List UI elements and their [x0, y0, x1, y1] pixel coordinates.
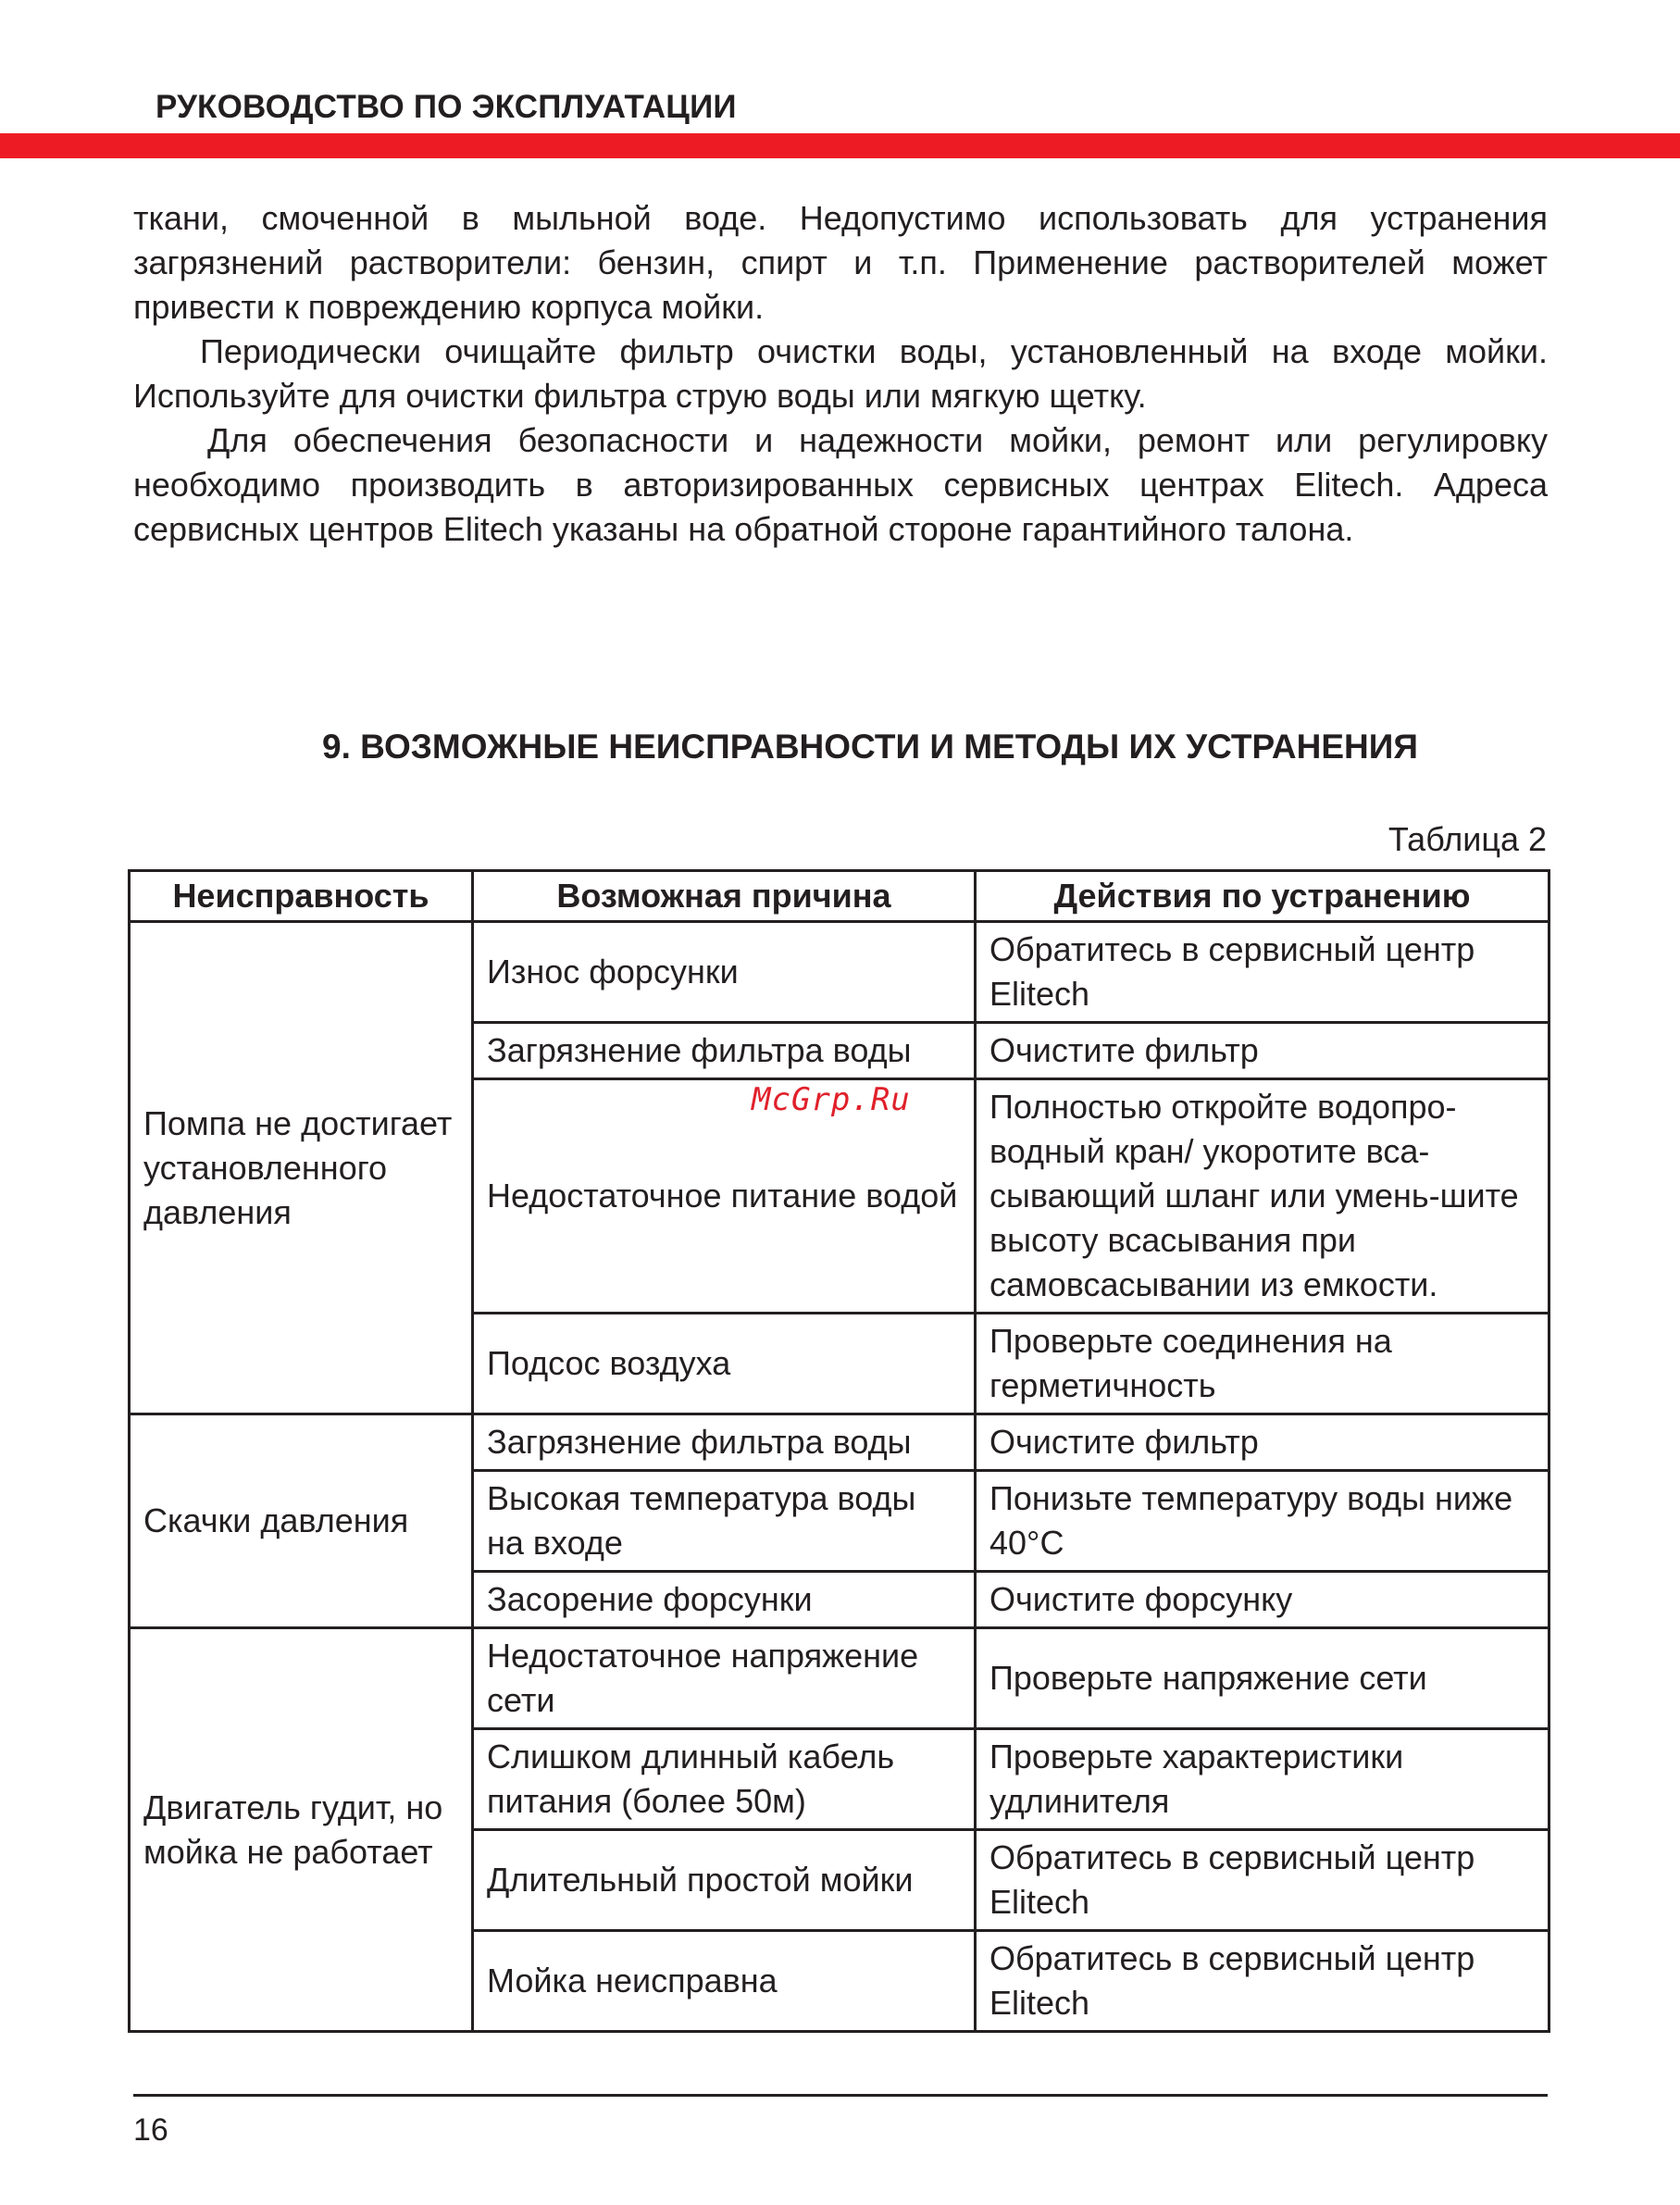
cause-cell: Загрязнение фильтра воды — [473, 1414, 976, 1471]
action-cell: Обратитесь в сервисный центр Elitech — [976, 1931, 1549, 2032]
action-cell: Полностью откройте водопро-водный кран/ укоротите вса-сывающий шланг или умень-шите высоту всасывания при самовсасывании из емкости. — [976, 1079, 1549, 1314]
section-title: 9. ВОЗМОЖНЫЕ НЕИСПРАВНОСТИ И МЕТОДЫ ИХ УСТРАНЕНИЯ — [322, 728, 1418, 766]
cause-cell: Длительный простой мойки — [473, 1830, 976, 1931]
paragraph-1: ткани, смоченной в мыльной воде. Недопустимо использовать для устранения загрязнений растворители: бензин, спирт и т.п. Применение растворителей может привести к повреждению корпуса мойки. — [133, 199, 1548, 326]
paragraph-2: Периодически очищайте фильтр очистки воды, установленный на входе мойки. Используйте для очистки фильтра струю воды или мягкую щетку. — [133, 332, 1548, 415]
table-row — [130, 1414, 1549, 1471]
cause-cell: Загрязнение фильтра воды — [473, 1023, 976, 1079]
table-header-row — [130, 871, 1549, 922]
action-cell: Очистите фильтр — [976, 1023, 1549, 1079]
page-number: 16 — [133, 2112, 168, 2148]
fault-cell: Двигатель гудит, но мойка не работает — [130, 1628, 473, 2032]
action-cell: Проверьте соединения на герметичность — [976, 1314, 1549, 1414]
cause-cell: Недостаточное питание водой — [473, 1079, 976, 1314]
action-cell: Очистите фильтр — [976, 1414, 1549, 1471]
footer-divider — [133, 2094, 1548, 2097]
header-red-bar — [0, 133, 1680, 158]
table-row — [130, 1628, 1549, 1729]
header-title: РУКОВОДСТВО ПО ЭКСПЛУАТАЦИИ — [156, 89, 737, 125]
cause-cell: Высокая температура воды на входе — [473, 1471, 976, 1572]
watermark-text: McGrp.Ru — [752, 1081, 911, 1118]
header-action: Действия по устранению — [976, 871, 1549, 922]
cause-cell: Износ форсунки — [473, 922, 976, 1023]
cause-cell: Недостаточное напряжение сети — [473, 1628, 976, 1729]
action-cell: Очистите форсунку — [976, 1572, 1549, 1628]
action-cell: Проверьте напряжение сети — [976, 1628, 1549, 1729]
header-cause: Возможная причина — [473, 871, 976, 922]
cause-cell: Засорение форсунки — [473, 1572, 976, 1628]
paragraph-3: Для обеспечения безопасности и надежности мойки, ремонт или регулировку необходимо производить в авторизированных сервисных центрах Elitech. Адреса сервисных центров Elitech указаны на обратной стороне гарантийного талона. — [133, 421, 1548, 548]
fault-cell: Помпа не достигает установленного давления — [130, 922, 473, 1414]
cause-cell: Подсос воздуха — [473, 1314, 976, 1414]
cause-cell: Слишком длинный кабель питания (более 50м) — [473, 1729, 976, 1830]
table-row — [130, 922, 1549, 1023]
action-cell: Обратитесь в сервисный центр Elitech — [976, 922, 1549, 1023]
body-text — [133, 196, 1548, 552]
cause-cell: Мойка неисправна — [473, 1931, 976, 2032]
fault-cell: Скачки давления — [130, 1414, 473, 1628]
action-cell: Понизьте температуру воды ниже 40°С — [976, 1471, 1549, 1572]
action-cell: Обратитесь в сервисный центр Elitech — [976, 1830, 1549, 1931]
action-cell: Проверьте характеристики удлинителя — [976, 1729, 1549, 1830]
table-label: Таблица 2 — [1388, 820, 1547, 858]
faults-table — [128, 869, 1550, 2033]
header-fault: Неисправность — [130, 871, 473, 922]
